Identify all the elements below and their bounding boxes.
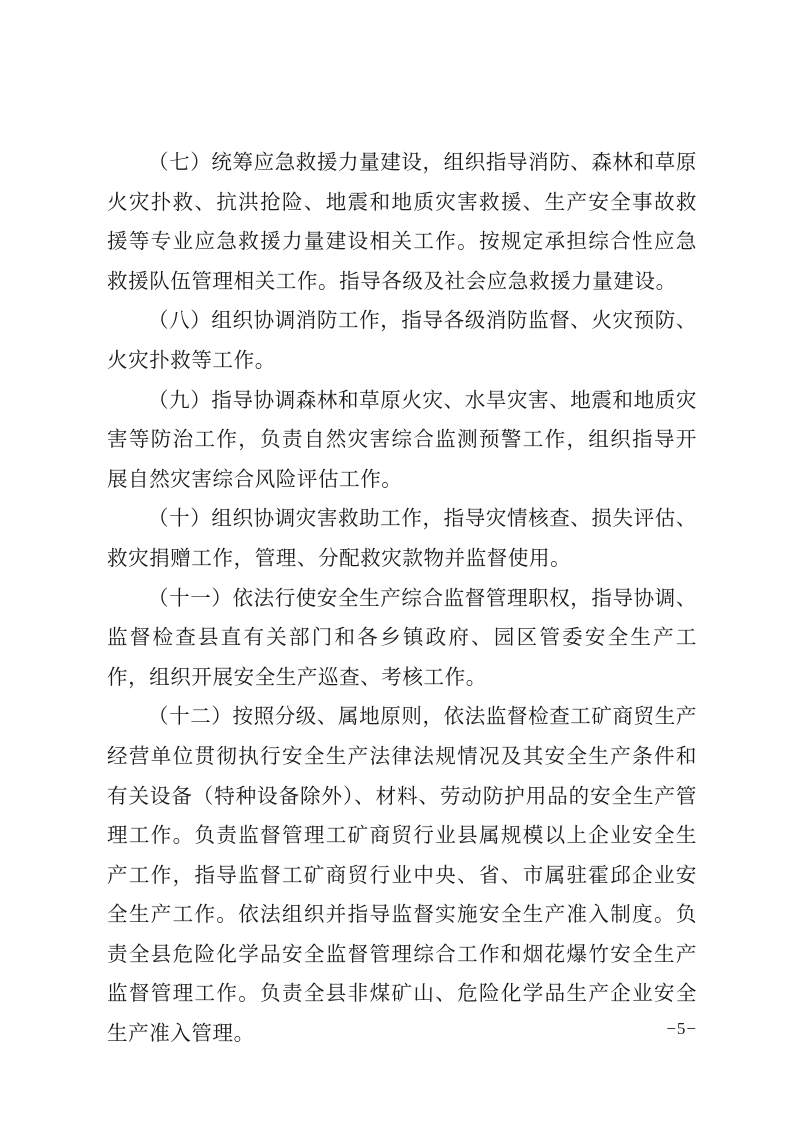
paragraph-10: （十）组织协调灾害救助工作，指导灾情核查、损失评估、救灾捐赠工作，管理、分配救灾款物并监督使用。 [107, 506, 697, 570]
paragraph-12: （十二）按照分级、属地原则，依法监督检查工矿商贸生产经营单位贯彻执行安全生产法律法规情况及其安全生产条件和有关设备（特种设备除外）、材料、劳动防护用品的安全生产管理工作。负责监督管理工矿商贸行业县属规模以上企业安全生产工作，指导监督工矿商贸行业中央、省、市属驻霍邱企业安全生产工作。依法组织并指导监督实施安全生产准入制度。负责全县危险化学品安全监督管理综合工作和烟花爆竹安全生产监督管理工作。负责全县非煤矿山、危险化学品生产企业安全生产准入管理。 [107, 704, 697, 1046]
paragraph-11: （十一）依法行使安全生产综合监督管理职权，指导协调、监督检查县直有关部门和各乡镇政府、园区管委安全生产工作，组织开展安全生产巡查、考核工作。 [107, 585, 697, 689]
page-number: −5− [666, 1019, 697, 1038]
document-body [107, 143, 697, 1054]
paragraph-7: （七）统筹应急救援力量建设，组织指导消防、森林和草原火灾扑救、抗洪抢险、地震和地质灾害救援、生产安全事故救援等专业应急救援力量建设相关工作。按规定承担综合性应急救援队伍管理相关工作。指导各级及社会应急救援力量建设。 [107, 150, 697, 293]
paragraph-8: （八）组织协调消防工作，指导各级消防监督、火灾预防、火灾扑救等工作。 [107, 308, 697, 372]
paragraph-9: （九）指导协调森林和草原火灾、水旱灾害、地震和地质灾害等防治工作，负责自然灾害综合监测预警工作，组织指导开展自然灾害综合风险评估工作。 [107, 387, 697, 491]
